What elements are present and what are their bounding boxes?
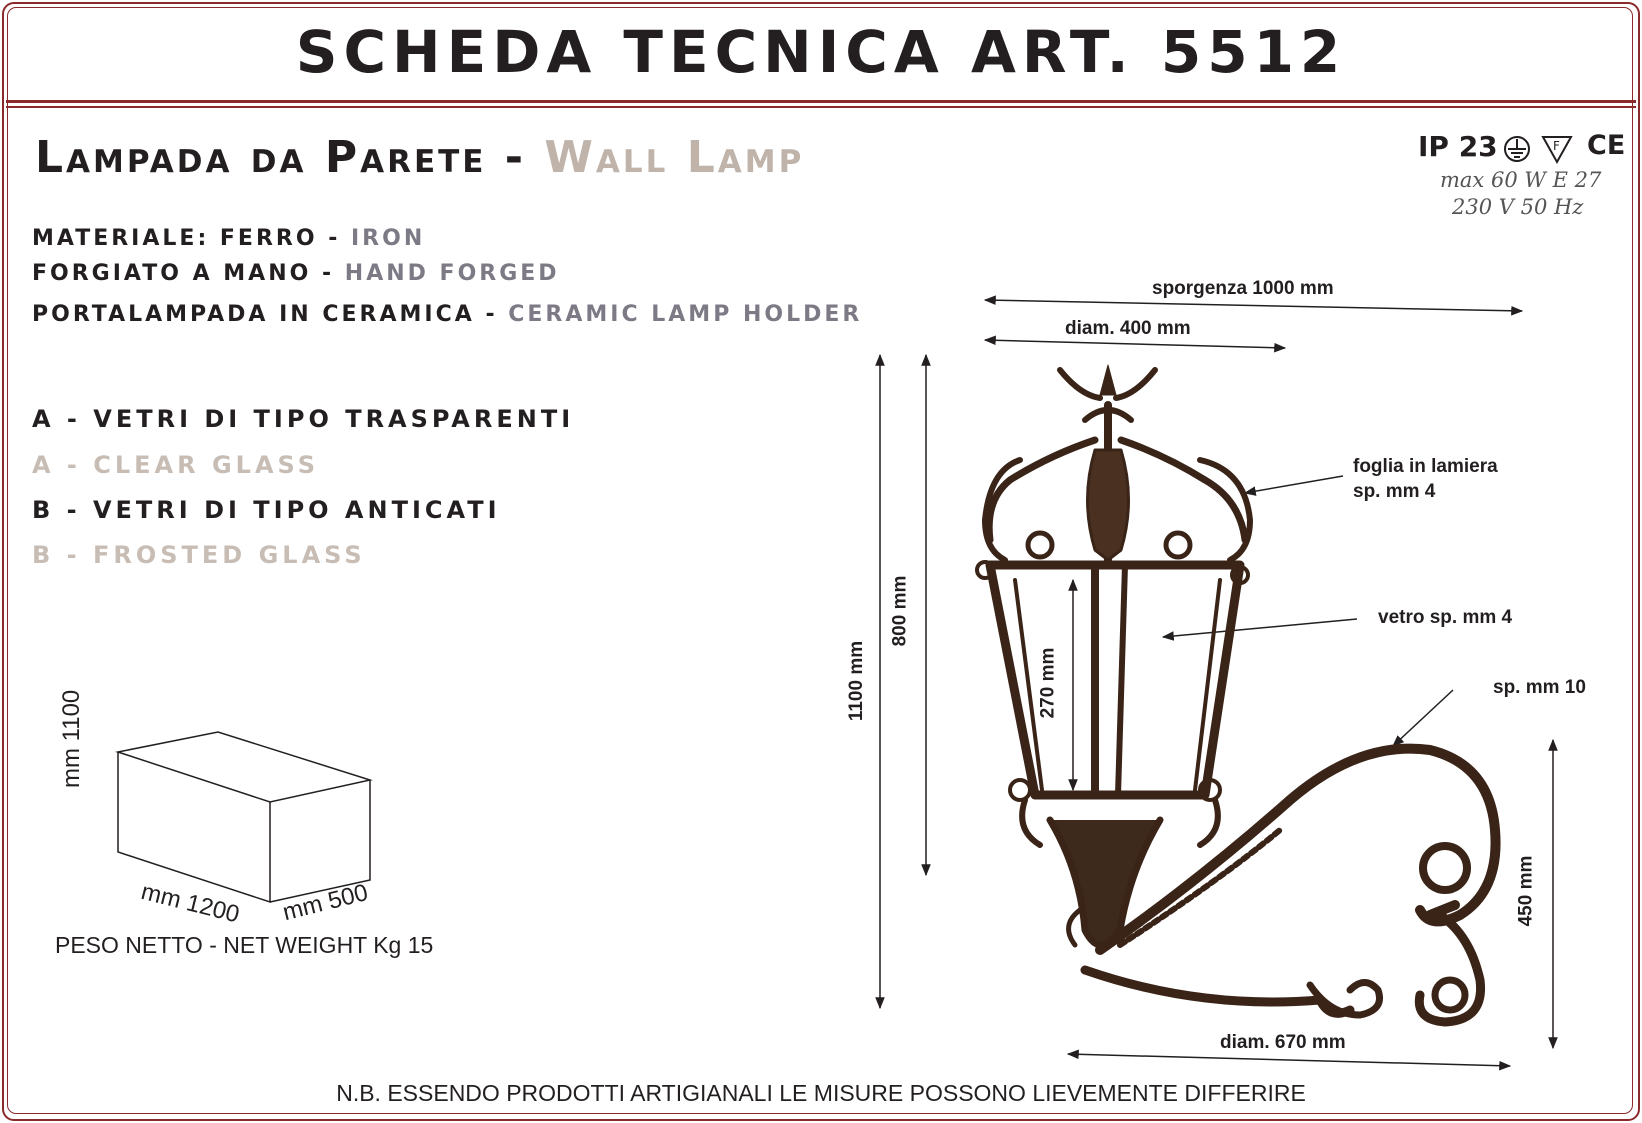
footer-note: N.B. ESSENDO PRODOTTI ARTIGIANALI LE MISURE POSSONO LIEVEMENTE DIFFERIRE	[336, 1080, 1306, 1106]
package-height-label: mm 1100	[58, 689, 85, 788]
bracket-pointer-line	[1393, 690, 1453, 746]
spec-english: CERAMIC LAMP HOLDER	[508, 302, 863, 327]
leaf-pointer-line	[1245, 476, 1343, 493]
glass-pointer-line	[1163, 619, 1357, 637]
spec-italian: PORTALAMPADA IN CERAMICA	[32, 302, 475, 327]
projection-dimension-line	[985, 300, 1522, 311]
height-bracket-label: 450 mm	[1515, 855, 1537, 927]
ce-mark: CE	[1587, 130, 1626, 161]
product-name-separator: -	[486, 132, 545, 183]
spec-english: HAND FORGED	[344, 261, 560, 286]
package-width-label: mm 500	[280, 879, 371, 927]
diameter-bracket-dimension-line	[1068, 1054, 1510, 1066]
height-glass-label: 270 mm	[1037, 647, 1059, 719]
power-rating: max 60 W E 27	[1440, 168, 1602, 192]
page-title: SCHEDA TECNICA ART. 5512	[295, 18, 1347, 86]
spec-italian: FORGIATO A MANO	[32, 261, 312, 286]
spec-separator: -	[311, 261, 345, 286]
leaf-thickness-label: sp. mm 4	[1353, 481, 1436, 502]
glass-option-a-italian: A - VETRI DI TIPO TRASPARENTI	[32, 405, 575, 433]
diameter-top-label: diam. 400 mm	[1065, 318, 1191, 339]
glass-thickness-label: vetro sp. mm 4	[1378, 607, 1513, 628]
voltage-rating: 230 V 50 Hz	[1452, 195, 1584, 219]
product-name-italian: Lampada da Parete	[35, 132, 487, 183]
height-total-label: 1100 mm	[846, 640, 868, 722]
spec-italian: MATERIALE: FERRO	[32, 226, 318, 251]
glass-option-a-english: A - CLEAR GLASS	[32, 451, 320, 479]
projection-label: sporgenza 1000 mm	[1152, 278, 1334, 299]
spec-separator: -	[474, 302, 509, 327]
svg-text:F: F	[1553, 139, 1560, 153]
spec-english: IRON	[351, 226, 426, 251]
package-length-label: mm 1200	[138, 878, 243, 929]
spec-separator: -	[317, 226, 351, 251]
ip-rating: IP 23	[1418, 130, 1498, 163]
bracket-thickness-label: sp. mm 10	[1493, 677, 1586, 698]
height-lantern-label: 800 mm	[889, 575, 911, 647]
diameter-top-dimension-line	[985, 340, 1285, 348]
glass-option-b-english: B - FROSTED GLASS	[32, 541, 366, 569]
package-box	[118, 732, 370, 902]
diameter-bracket-label: diam. 670 mm	[1220, 1032, 1346, 1053]
leaf-label: foglia in lamiera	[1353, 456, 1498, 477]
product-name-english: Wall Lamp	[544, 132, 805, 183]
net-weight: PESO NETTO - NET WEIGHT Kg 15	[55, 932, 434, 958]
glass-option-b-italian: B - VETRI DI TIPO ANTICATI	[32, 496, 501, 524]
